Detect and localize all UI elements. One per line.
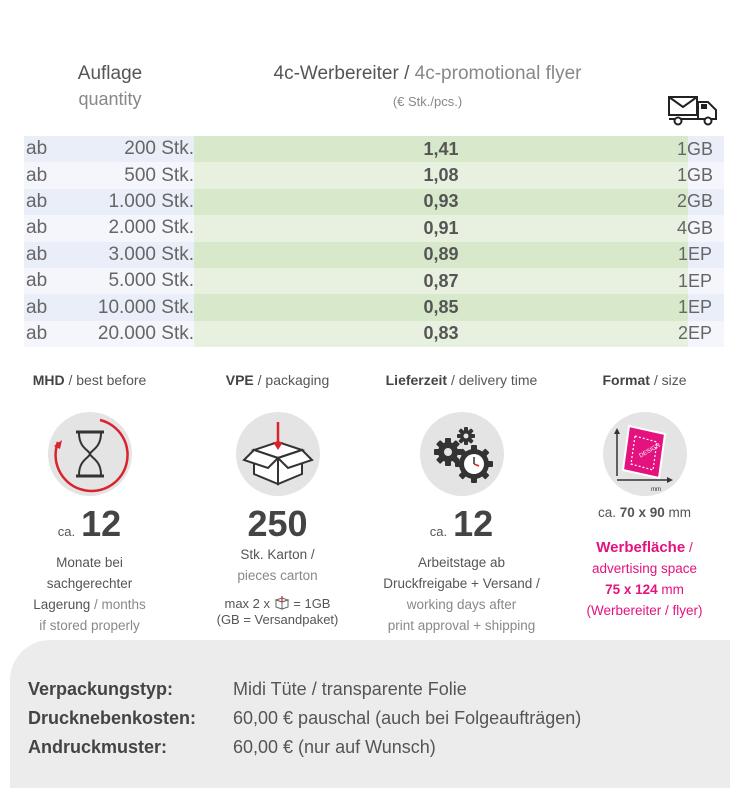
footer-row-packaging-type xyxy=(28,678,467,700)
row-price: 1,08 xyxy=(194,162,688,188)
footer-row-print-costs xyxy=(28,707,581,729)
delivery-value xyxy=(374,504,549,552)
row-price: 0,87 xyxy=(194,268,688,294)
footer-panel xyxy=(10,640,730,788)
row-prefix: ab xyxy=(26,296,48,318)
footer-value: 60,00 € pauschal (auch bei Folgeaufträgen) xyxy=(233,708,582,728)
packaging-title-en: packaging xyxy=(265,372,330,388)
note-line: (GB = Versandpaket) xyxy=(216,612,339,627)
text-en: months xyxy=(101,597,146,612)
advertising-space xyxy=(557,537,730,621)
footer-value: Midi Tüte / transparente Folie xyxy=(233,679,467,699)
row-prefix: ab xyxy=(26,243,48,265)
footer-label: Verpackungstyp: xyxy=(28,679,174,699)
text-de: Stk. Karton xyxy=(240,547,308,562)
box-icon xyxy=(236,412,320,496)
delivery-number: 12 xyxy=(453,503,494,544)
advertising-size-value: 75 x 124 xyxy=(605,582,658,597)
approx-label: ca. xyxy=(57,524,76,539)
delivery-title-en: delivery time xyxy=(458,372,538,388)
row-shipping: 2EP xyxy=(677,323,713,344)
quantity-label-de: Auflage xyxy=(77,63,143,84)
packaging-value: 250 xyxy=(247,503,308,544)
text-line xyxy=(190,544,365,565)
truck-mail-icon xyxy=(668,94,720,126)
text-line xyxy=(2,594,177,615)
footer-label: Drucknebenkosten: xyxy=(28,708,197,728)
delivery-text xyxy=(374,552,549,636)
advertising-note: (Werbereiter / flyer) xyxy=(586,603,703,618)
row-shipping: 1GB xyxy=(676,165,714,186)
row-prefix: ab xyxy=(26,164,48,186)
packaging-title xyxy=(190,372,365,394)
row-price: 0,89 xyxy=(194,242,688,268)
row-price: 0,85 xyxy=(194,294,688,320)
row-price: 0,93 xyxy=(194,189,688,215)
advertising-size xyxy=(557,579,730,600)
product-title xyxy=(200,62,655,86)
format-size-icon xyxy=(603,412,687,496)
best-before-title xyxy=(2,372,177,394)
best-before-title-en: best before xyxy=(76,372,147,388)
text-line: Arbeitstage ab xyxy=(417,555,506,570)
approx-label: ca. xyxy=(597,505,616,520)
title-separator: / xyxy=(253,372,266,388)
delivery-title xyxy=(374,372,549,394)
table-row xyxy=(24,268,724,294)
row-shipping: 1GB xyxy=(676,138,714,159)
footer-label: Andruckmuster: xyxy=(28,737,168,757)
text-line: pieces carton xyxy=(237,568,318,583)
gears-clock-icon xyxy=(420,412,504,496)
row-shipping: 1EP xyxy=(677,244,713,265)
format-title-de: Format xyxy=(602,372,650,388)
text-separator: / xyxy=(307,547,315,562)
quantity-header xyxy=(30,62,190,112)
footer-row-proof-sample xyxy=(28,736,436,758)
format-column xyxy=(557,372,730,621)
row-price: 0,83 xyxy=(194,321,688,347)
text-separator: / xyxy=(90,597,102,612)
title-separator: / xyxy=(64,372,77,388)
table-row xyxy=(24,294,724,320)
row-prefix: ab xyxy=(26,270,48,292)
advertising-title-en: advertising space xyxy=(591,561,698,576)
format-title xyxy=(557,372,730,394)
format-title-en: size xyxy=(661,372,687,388)
packaging-title-de: VPE xyxy=(225,372,254,388)
format-size-value: 70 x 90 xyxy=(619,505,665,520)
note-line xyxy=(190,596,365,612)
row-prefix: ab xyxy=(26,190,48,212)
packaging-note xyxy=(190,596,365,628)
table-row xyxy=(24,189,724,215)
format-size-text xyxy=(557,502,730,523)
table-row xyxy=(24,242,724,268)
price-unit-label: (€ Stk./pcs.) xyxy=(392,94,463,109)
row-quantity: 200 Stk. xyxy=(124,138,194,160)
price-table xyxy=(24,136,724,347)
row-quantity: 20.000 Stk. xyxy=(97,322,194,344)
table-row xyxy=(24,162,724,188)
row-shipping: 1EP xyxy=(677,297,713,318)
table-row xyxy=(24,321,724,347)
advertising-title-de: Werbefläche xyxy=(596,539,686,556)
delivery-column xyxy=(374,372,549,636)
text-line: Druckfreigabe + Versand / xyxy=(383,576,540,591)
best-before-title-de: MHD xyxy=(32,372,65,388)
best-before-number: 12 xyxy=(81,503,122,544)
row-prefix: ab xyxy=(26,322,48,344)
product-header xyxy=(200,62,655,109)
packaging-circle xyxy=(236,412,320,496)
title-separator: / xyxy=(685,540,693,555)
text-de: Lagerung xyxy=(33,597,91,612)
advertising-size-unit: mm xyxy=(661,582,684,597)
footer-value: 60,00 € (nur auf Wunsch) xyxy=(233,737,436,757)
hourglass-icon xyxy=(48,412,132,496)
table-row xyxy=(24,215,724,241)
row-quantity: 10.000 Stk. xyxy=(97,296,194,318)
best-before-circle xyxy=(48,412,132,496)
row-price: 0,91 xyxy=(194,215,688,241)
row-quantity: 5.000 Stk. xyxy=(108,270,194,292)
text-line: print approval + shipping xyxy=(387,618,536,633)
best-before-column xyxy=(2,372,177,636)
note-post: = 1GB xyxy=(293,596,331,611)
packaging-column xyxy=(190,372,365,628)
product-title-en: 4c-promotional flyer xyxy=(414,63,582,84)
format-circle xyxy=(603,412,687,496)
row-quantity: 3.000 Stk. xyxy=(108,243,194,265)
row-prefix: ab xyxy=(26,217,48,239)
small-box-icon xyxy=(274,596,290,610)
row-shipping: 4GB xyxy=(676,217,714,238)
svg-text:DESIGN: DESIGN xyxy=(638,442,661,460)
delivery-circle xyxy=(420,412,504,496)
row-quantity: 500 Stk. xyxy=(124,164,194,186)
title-separator: / xyxy=(447,372,459,388)
format-icon-mm-label: mm xyxy=(650,487,661,493)
packaging-text xyxy=(190,544,365,586)
row-quantity: 2.000 Stk. xyxy=(108,217,194,239)
advertising-title xyxy=(557,537,730,558)
row-prefix: ab xyxy=(26,138,48,160)
product-title-de: 4c-Werbereiter xyxy=(273,63,399,84)
title-separator: / xyxy=(649,372,662,388)
product-title-separator: / xyxy=(398,63,415,84)
text-line: Monate bei xyxy=(56,555,123,570)
row-shipping: 2GB xyxy=(676,191,714,212)
row-quantity: 1.000 Stk. xyxy=(108,190,194,212)
text-line: if stored properly xyxy=(39,618,140,633)
text-line: sachgerechter xyxy=(46,576,133,591)
table-row xyxy=(24,136,724,162)
quantity-label-en: quantity xyxy=(78,89,142,109)
best-before-text xyxy=(2,552,177,636)
best-before-value xyxy=(2,504,177,552)
format-size-unit: mm xyxy=(668,505,692,520)
row-shipping: 1EP xyxy=(677,270,713,291)
row-price: 1,41 xyxy=(194,136,688,162)
note-pre: max 2 x xyxy=(224,596,271,611)
approx-label: ca. xyxy=(429,524,448,539)
text-line: working days after xyxy=(406,597,517,612)
delivery-title-de: Lieferzeit xyxy=(385,372,448,388)
